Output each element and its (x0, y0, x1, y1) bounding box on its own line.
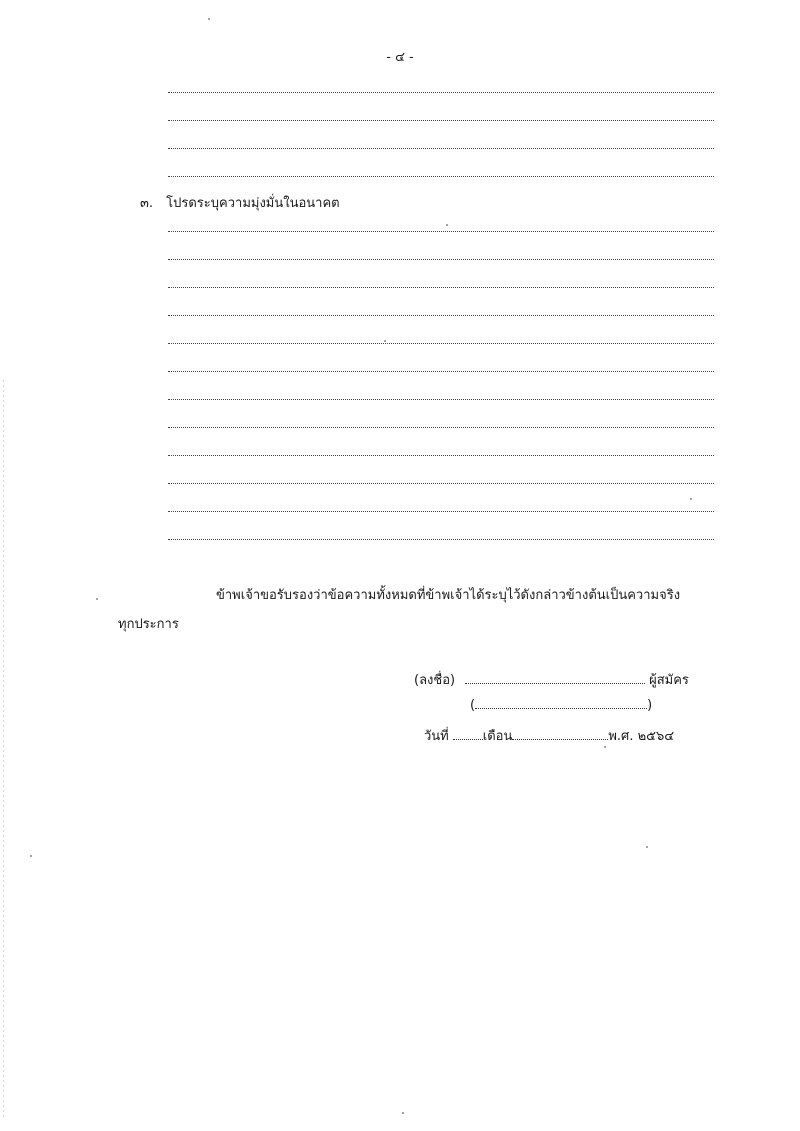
declaration-text-continued: ทุกประการ (118, 617, 179, 632)
date-label: วันที่ (424, 729, 449, 744)
declaration-text: ข้าพเจ้าขอรับรองว่าข้อความทั้งหมดที่ข้าพเจ้าได้ระบุไว้ดังกล่าวข้างต้นเป็นความจริง (216, 588, 681, 603)
scan-speck (446, 224, 448, 226)
scan-speck (402, 1112, 404, 1114)
answer-line[interactable] (168, 483, 714, 484)
scan-speck (30, 855, 32, 857)
answer-line[interactable] (168, 92, 714, 93)
answer-line[interactable] (168, 343, 714, 344)
answer-line[interactable] (168, 148, 714, 149)
answer-line[interactable] (168, 399, 714, 400)
answer-line[interactable] (168, 427, 714, 428)
scan-speck (646, 846, 648, 848)
signature-row (414, 669, 689, 690)
answer-line[interactable] (168, 231, 714, 232)
signature-field[interactable] (465, 671, 645, 684)
scan-speck (208, 18, 210, 20)
answer-line[interactable] (168, 371, 714, 372)
scan-edge-artifact (3, 380, 4, 1120)
question-3-number: ๓. (140, 196, 154, 211)
scan-speck (690, 498, 692, 500)
scan-speck (96, 598, 98, 600)
printed-name-field[interactable] (475, 696, 647, 709)
scan-speck (384, 340, 386, 342)
question-3 (140, 192, 340, 213)
answer-line[interactable] (168, 455, 714, 456)
date-row (424, 725, 674, 746)
question-3-text: โปรดระบุความมุ่งมั่นในอนาคต (166, 196, 340, 211)
answer-line[interactable] (168, 287, 714, 288)
year-label: พ.ศ. ๒๕๖๔ (608, 729, 675, 744)
sign-label: (ลงชื่อ) (414, 673, 456, 688)
open-paren: ( (470, 698, 476, 713)
close-paren: ) (647, 698, 653, 713)
month-field[interactable] (512, 727, 608, 740)
applicant-role-label: ผู้สมัคร (649, 673, 689, 688)
printed-name-row (470, 696, 652, 713)
answer-line[interactable] (168, 315, 714, 316)
day-field[interactable] (453, 727, 483, 740)
page-number: - ๔ - (386, 50, 414, 65)
answer-line[interactable] (168, 511, 714, 512)
answer-line[interactable] (168, 259, 714, 260)
answer-line[interactable] (168, 120, 714, 121)
month-label: เดือน (482, 729, 513, 744)
scan-speck (604, 746, 606, 748)
answer-line[interactable] (168, 176, 714, 177)
answer-line[interactable] (168, 539, 714, 540)
